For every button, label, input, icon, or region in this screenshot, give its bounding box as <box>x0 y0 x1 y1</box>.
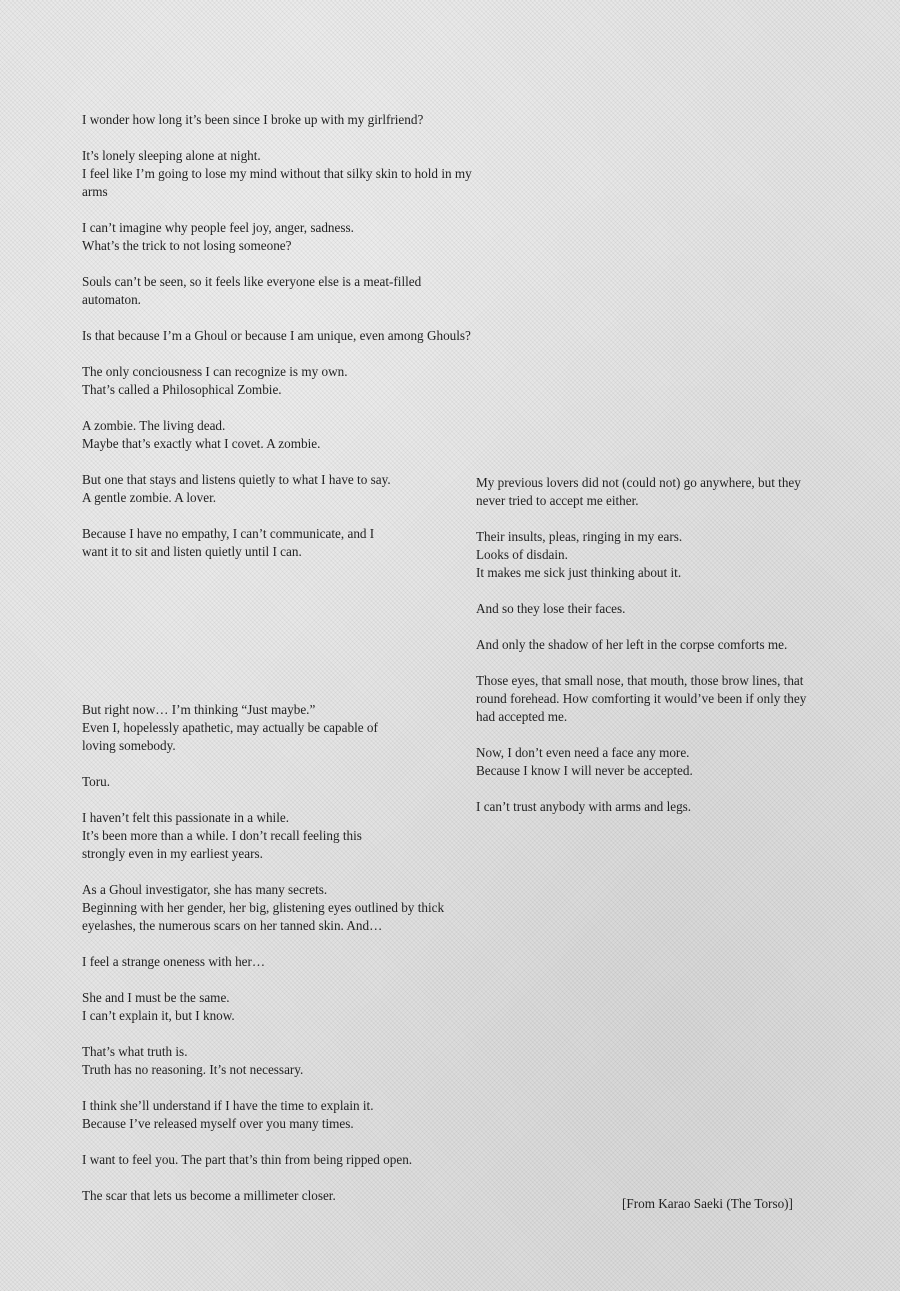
paragraph <box>82 327 552 345</box>
text-line: But one that stays and listens quietly to what I have to say. <box>82 472 391 487</box>
text-line: But right now… I’m thinking “Just maybe.” <box>82 702 316 717</box>
paragraph <box>82 1097 522 1133</box>
paragraph <box>476 528 876 582</box>
text-line: want it to sit and listen quietly until I can. <box>82 544 302 559</box>
text-line: Because I’ve released myself over you many times. <box>82 1116 354 1131</box>
text-line: A zombie. The living dead. <box>82 418 226 433</box>
paragraph <box>82 1043 522 1079</box>
left-column-lower-text <box>82 701 522 1223</box>
text-line: I can’t explain it, but I know. <box>82 1008 235 1023</box>
text-line: And only the shadow of her left in the corpse comforts me. <box>476 637 788 652</box>
text-line: Because I have no empathy, I can’t communicate, and I <box>82 526 375 541</box>
text-line: Looks of disdain. <box>476 547 568 562</box>
paragraph <box>82 363 552 399</box>
paragraph <box>476 744 876 780</box>
text-line: Is that because I’m a Ghoul or because I am unique, even among Ghouls? <box>82 328 471 343</box>
text-line: She and I must be the same. <box>82 990 230 1005</box>
text-line: automaton. <box>82 292 141 307</box>
text-line: The scar that lets us become a millimeter closer. <box>82 1188 336 1203</box>
text-line: I can’t imagine why people feel joy, anger, sadness. <box>82 220 354 235</box>
text-line: It makes me sick just thinking about it. <box>476 565 682 580</box>
text-line: I can’t trust anybody with arms and legs. <box>476 799 692 814</box>
text-line: strongly even in my earliest years. <box>82 846 263 861</box>
paragraph <box>82 219 552 255</box>
paragraph <box>476 672 876 726</box>
text-line: Toru. <box>82 774 111 789</box>
text-line: Souls can’t be seen, so it feels like everyone else is a meat-filled <box>82 274 422 289</box>
text-line: Beginning with her gender, her big, glistening eyes outlined by thick <box>82 900 445 915</box>
text-line: eyelashes, the numerous scars on her tanned skin. And… <box>82 918 383 933</box>
paragraph <box>476 600 876 618</box>
paragraph <box>82 111 552 129</box>
text-line: The only conciousness I can recognize is my own. <box>82 364 348 379</box>
text-line: I wonder how long it’s been since I broke up with my girlfriend? <box>82 112 424 127</box>
text-line: I feel a strange oneness with her… <box>82 954 266 969</box>
paragraph <box>82 953 522 971</box>
text-line: Now, I don’t even need a face any more. <box>476 745 690 760</box>
text-line: And so they lose their faces. <box>476 601 626 616</box>
text-line: I think she’ll understand if I have the time to explain it. <box>82 1098 374 1113</box>
paragraph <box>82 773 522 791</box>
paragraph <box>82 1151 522 1169</box>
paragraph <box>476 798 876 816</box>
text-line: It’s been more than a while. I don’t recall feeling this <box>82 828 362 843</box>
attribution: [From Karao Saeki (The Torso)] <box>622 1196 793 1211</box>
text-line: I haven’t felt this passionate in a while. <box>82 810 290 825</box>
text-line: That’s called a Philosophical Zombie. <box>82 382 282 397</box>
paragraph <box>476 636 876 654</box>
text-line: loving somebody. <box>82 738 176 753</box>
text-line: A gentle zombie. A lover. <box>82 490 217 505</box>
paragraph <box>82 273 552 309</box>
text-line: I feel like I’m going to lose my mind without that silky skin to hold in my <box>82 166 472 181</box>
paragraph <box>82 147 552 201</box>
text-line: Because I know I will never be accepted. <box>476 763 693 778</box>
text-line: never tried to accept me either. <box>476 493 639 508</box>
text-line: Even I, hopelessly apathetic, may actually be capable of <box>82 720 378 735</box>
text-line: As a Ghoul investigator, she has many secrets. <box>82 882 328 897</box>
text-line: Truth has no reasoning. It’s not necessary. <box>82 1062 304 1077</box>
paragraph <box>82 809 522 863</box>
text-line: Those eyes, that small nose, that mouth, those brow lines, that <box>476 673 804 688</box>
right-column-text <box>476 474 876 834</box>
text-line: had accepted me. <box>476 709 568 724</box>
text-line: Maybe that’s exactly what I covet. A zombie. <box>82 436 321 451</box>
text-line: It’s lonely sleeping alone at night. <box>82 148 261 163</box>
paragraph <box>82 701 522 755</box>
text-line: Their insults, pleas, ringing in my ears. <box>476 529 683 544</box>
text-line: I want to feel you. The part that’s thin from being ripped open. <box>82 1152 413 1167</box>
paragraph <box>82 417 552 453</box>
paragraph <box>82 989 522 1025</box>
text-line: arms <box>82 184 108 199</box>
text-line: My previous lovers did not (could not) go anywhere, but they <box>476 475 801 490</box>
text-line: That’s what truth is. <box>82 1044 188 1059</box>
text-line: round forehead. How comforting it would’ve been if only they <box>476 691 807 706</box>
text-line: What’s the trick to not losing someone? <box>82 238 292 253</box>
paragraph <box>82 1187 522 1205</box>
paragraph <box>82 881 522 935</box>
paragraph <box>476 474 876 510</box>
